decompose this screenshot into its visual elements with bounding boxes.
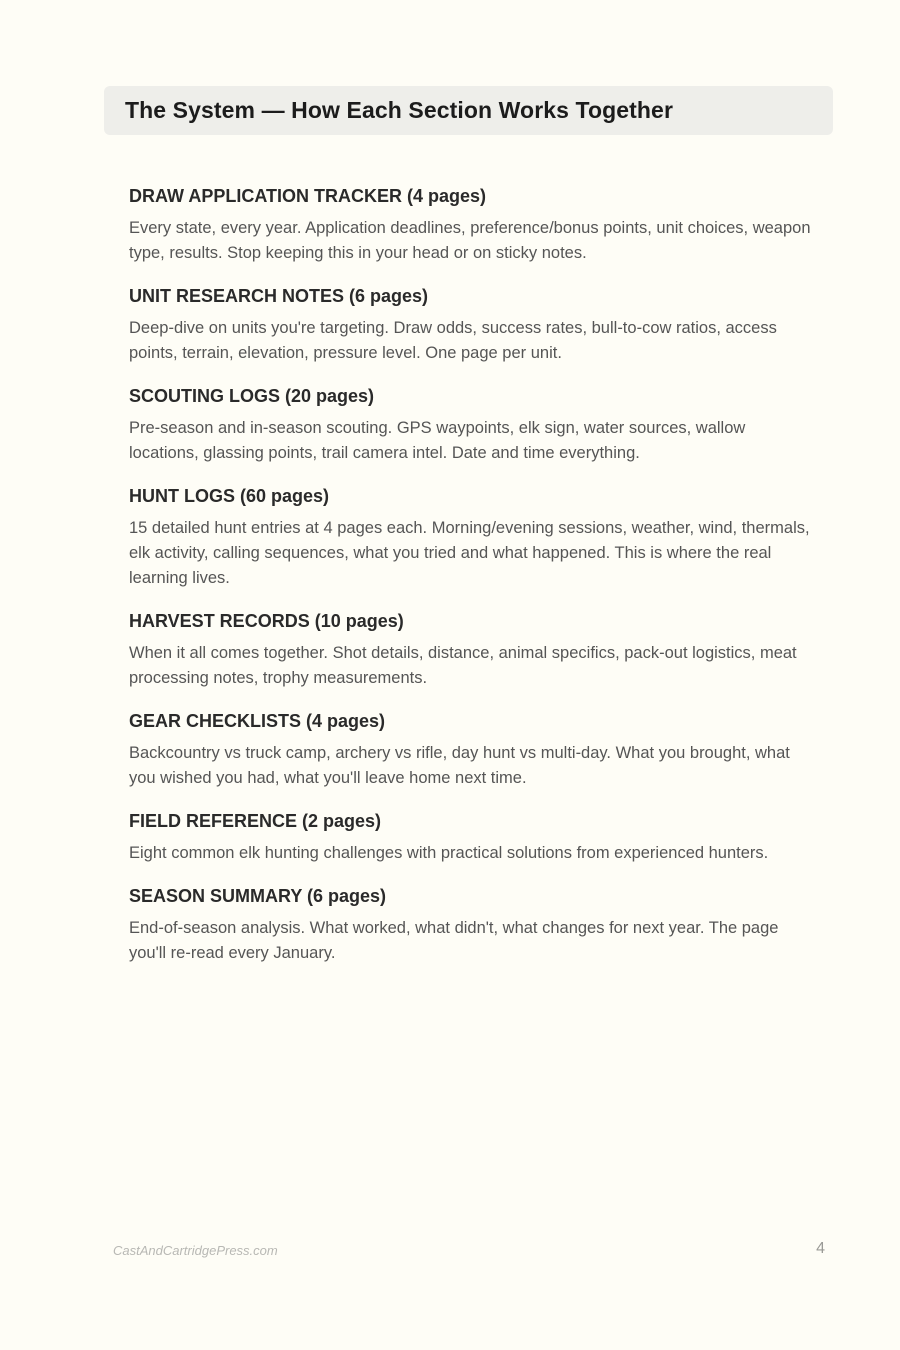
section-body: End-of-season analysis. What worked, what didn't, what changes for next year. The page you'll re-read every January. [129,919,779,962]
section-harvest-records [129,609,819,691]
section-body: Deep-dive on units you're targeting. Draw odds, success rates, bull-to-cow ratios, access points, terrain, elevation, pressure level. One page per unit. [129,319,777,362]
section-body: Pre-season and in-season scouting. GPS waypoints, elk sign, water sources, wallow locations, glassing points, trail camera intel. Date and time everything. [129,419,746,462]
page-title: The System — How Each Section Works Together [125,97,673,123]
section-body: Every state, every year. Application deadlines, preference/bonus points, unit choices, weapon type, results. Stop keeping this in your head or on sticky notes. [129,219,811,262]
page-title-bar [104,86,833,135]
section-field-reference [129,809,819,866]
footer-website: CastAndCartridgePress.com [113,1243,278,1258]
section-heading: HUNT LOGS (60 pages) [129,486,330,506]
section-body: When it all comes together. Shot details, distance, animal specifics, pack-out logistics, meat processing notes, trophy measurements. [129,644,797,687]
section-body: 15 detailed hunt entries at 4 pages each. Morning/evening sessions, weather, wind, thermals, elk activity, calling sequences, what you tried and what happened. This is where the real learning lives. [129,519,810,587]
section-heading: UNIT RESEARCH NOTES (6 pages) [129,286,429,306]
section-heading: HARVEST RECORDS (10 pages) [129,611,404,631]
section-gear-checklists [129,709,819,791]
section-list [129,184,819,984]
section-heading: SCOUTING LOGS (20 pages) [129,386,375,406]
section-season-summary [129,884,819,966]
section-hunt-logs [129,484,819,591]
section-heading: GEAR CHECKLISTS (4 pages) [129,711,386,731]
section-body: Backcountry vs truck camp, archery vs rifle, day hunt vs multi-day. What you brought, what you wished you had, what you'll leave home next time. [129,744,790,787]
section-body: Eight common elk hunting challenges with practical solutions from experienced hunters. [129,844,769,862]
page-number: 4 [816,1240,825,1257]
section-draw-application-tracker [129,184,819,266]
section-heading: SEASON SUMMARY (6 pages) [129,886,387,906]
section-heading: FIELD REFERENCE (2 pages) [129,811,382,831]
section-unit-research-notes [129,284,819,366]
section-scouting-logs [129,384,819,466]
section-heading: DRAW APPLICATION TRACKER (4 pages) [129,186,487,206]
